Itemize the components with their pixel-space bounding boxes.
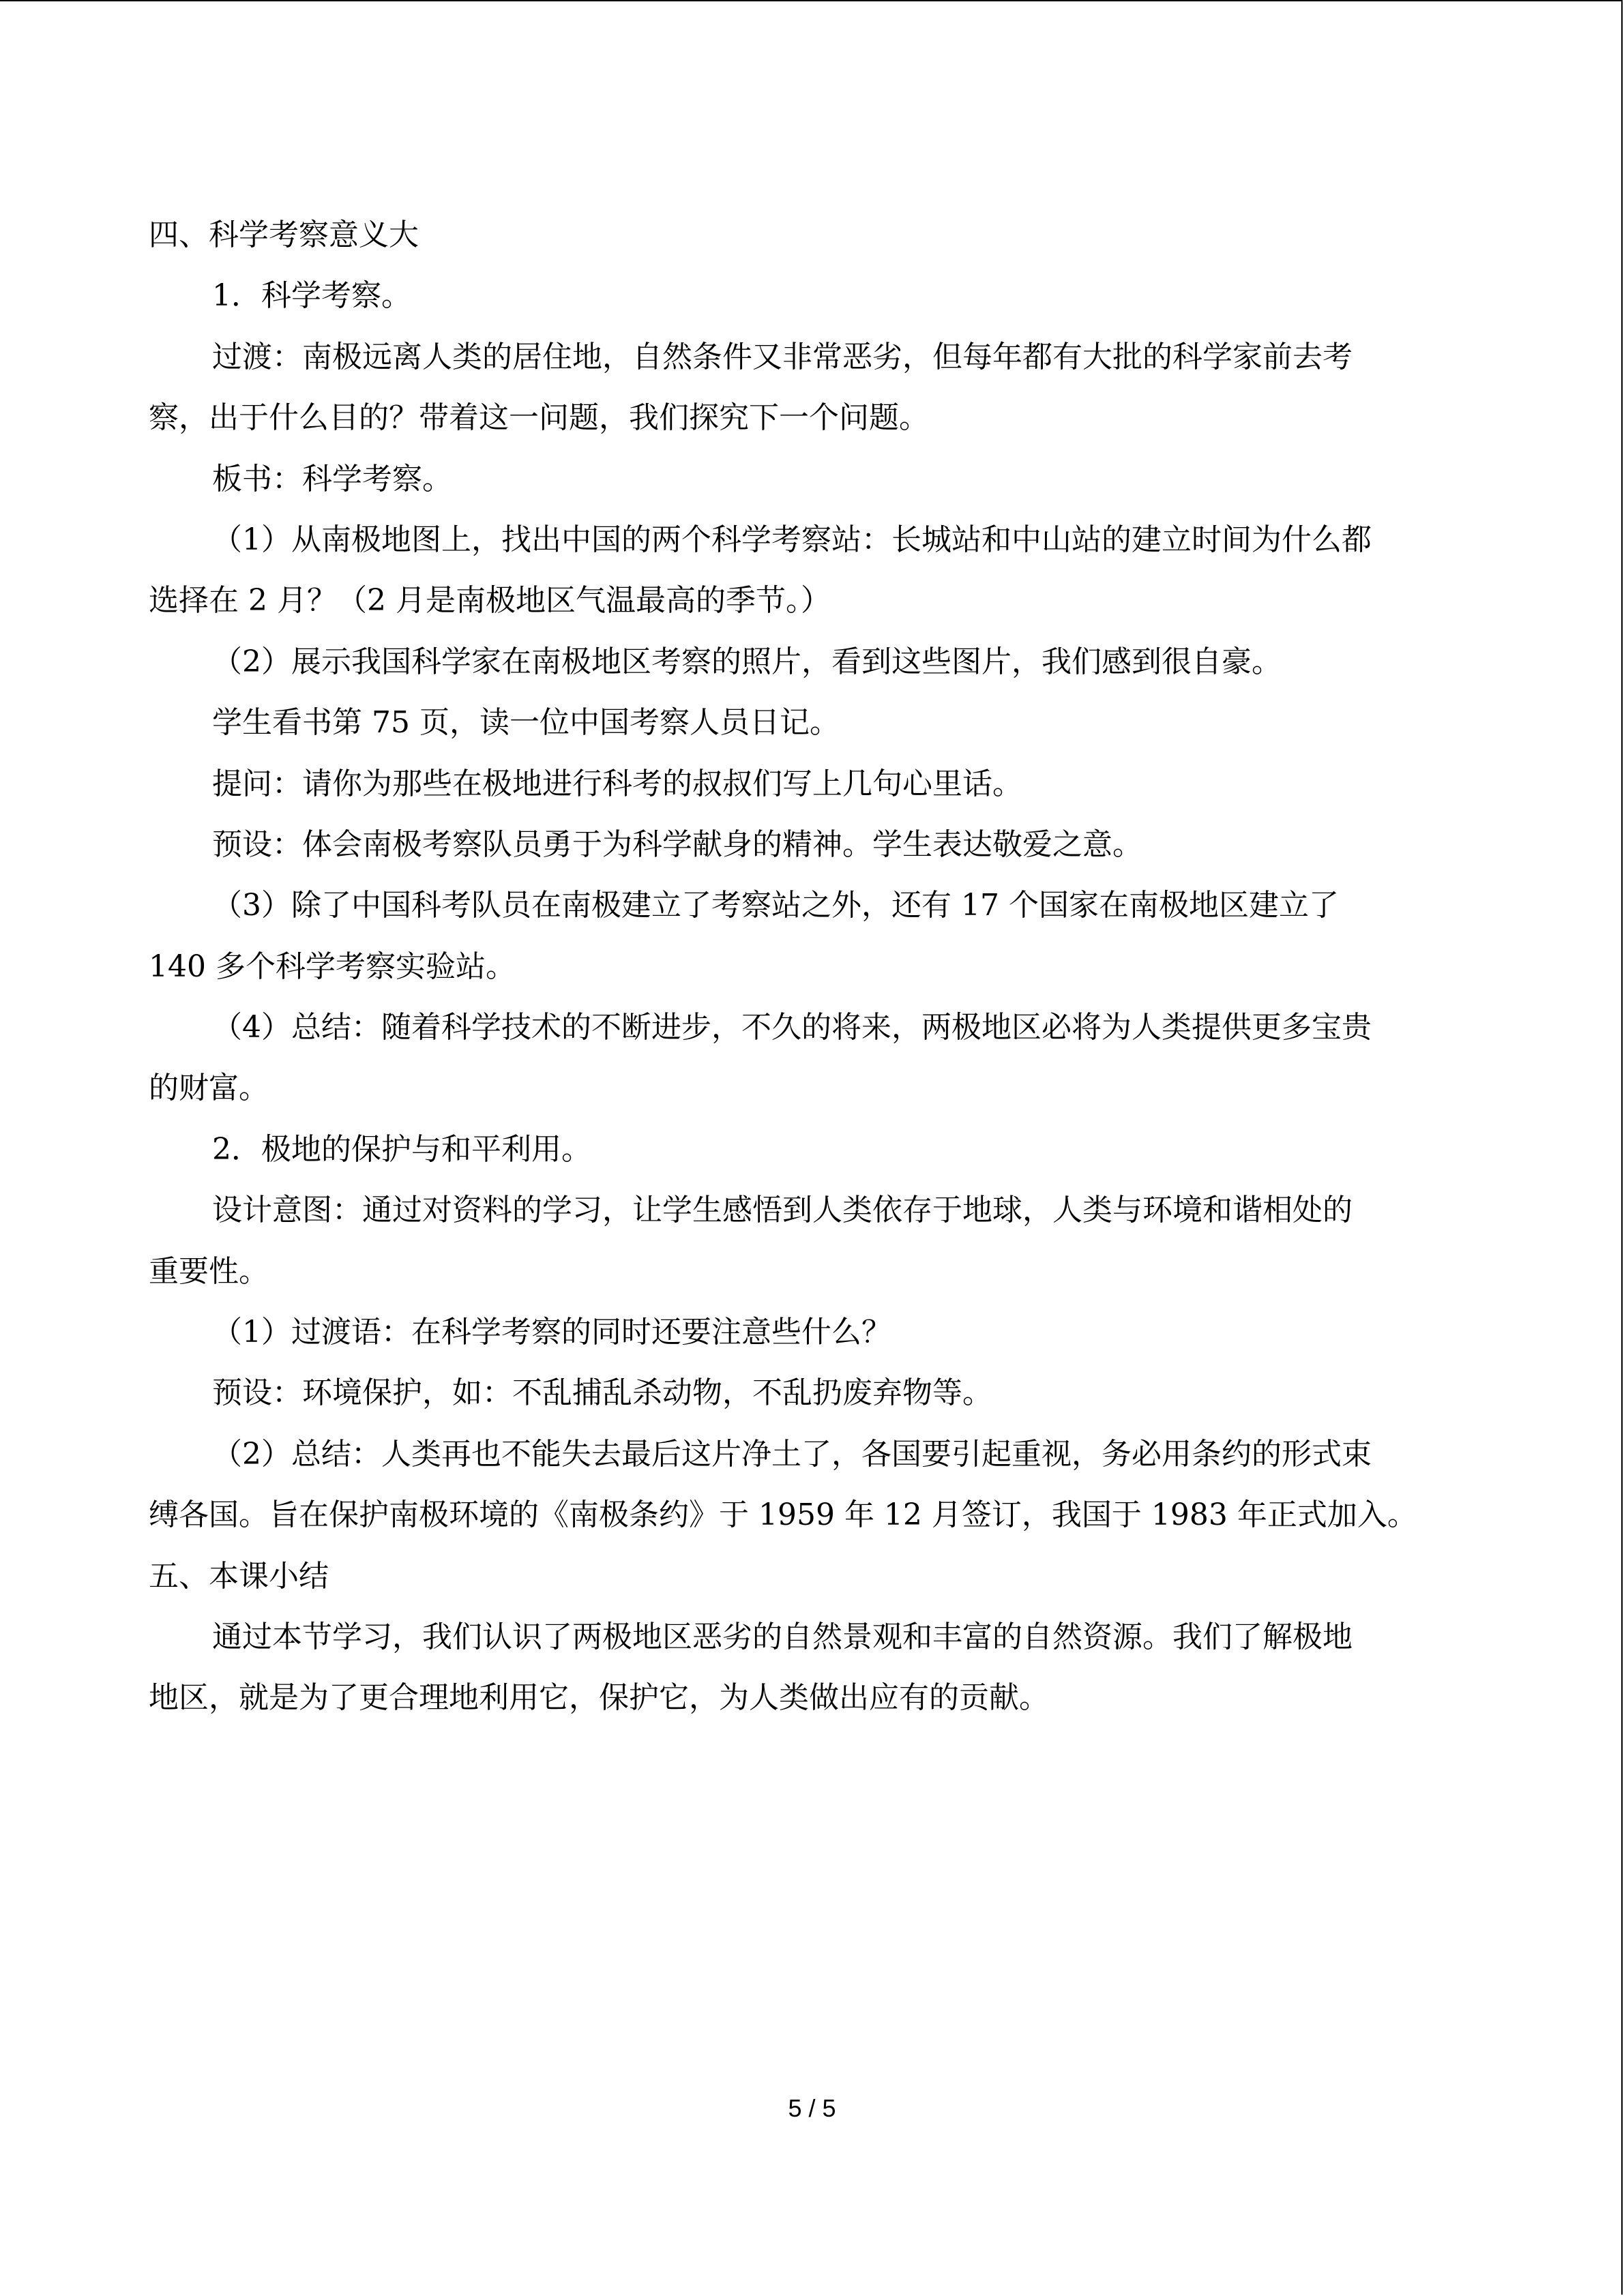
paragraph-line: （4）总结：随着科学技术的不断进步，不久的将来，两极地区必将为人类提供更多宝贵 (212, 1010, 1372, 1045)
paragraph-line: 的财富。 (149, 1071, 269, 1106)
paragraph-line: 学生看书第 75 页，读一位中国考察人员日记。 (212, 705, 840, 741)
paragraph-line: 通过本节学习，我们认识了两极地区恶劣的自然景观和丰富的自然资源。我们了解极地 (212, 1619, 1353, 1654)
section-heading: 四、科学考察意义大 (149, 218, 419, 252)
paragraph-line: 板书：科学考察。 (212, 461, 452, 496)
paragraph-line: （2）总结：人类再也不能失去最后这片净土了，各国要引起重视，务必用条约的形式束 (212, 1436, 1372, 1472)
paragraph-line: 设计意图：通过对资料的学习，让学生感悟到人类依存于地球，人类与环境和谐相处的 (212, 1193, 1353, 1228)
paragraph-line: 过渡：南极远离人类的居住地，自然条件又非常恶劣，但每年都有大批的科学家前去考 (212, 339, 1353, 374)
paragraph-line: （1）从南极地图上，找出中国的两个科学考察站：长城站和中山站的建立时间为什么都 (212, 522, 1372, 557)
paragraph-line: 选择在 2 月？（2 月是南极地区气温最高的季节。） (149, 583, 831, 618)
paragraph-line: （2）展示我国科学家在南极地区考察的照片，看到这些图片，我们感到很自豪。 (212, 644, 1282, 679)
paragraph-line: 预设：体会南极考察队员勇于为科学献身的精神。学生表达敬爱之意。 (212, 826, 1142, 862)
paragraph-line: 察，出于什么目的？带着这一问题，我们探究下一个问题。 (149, 400, 929, 436)
subsection-heading: 1．科学考察。 (212, 278, 411, 314)
subsection-heading: 2．极地的保护与和平利用。 (212, 1131, 591, 1167)
paragraph-line: （1）过渡语：在科学考察的同时还要注意些什么？ (212, 1315, 891, 1350)
paragraph-line: 140 多个科学考察实验站。 (149, 949, 516, 984)
paragraph-line: 缚各国。旨在保护南极环境的《南极条约》于 1959 年 12 月签订，我国于 1983 年正式加入。 (149, 1497, 1417, 1533)
paragraph-line: 重要性。 (149, 1253, 269, 1289)
paragraph-line: 提问：请你为那些在极地进行科考的叔叔们写上几句心里话。 (212, 766, 1022, 801)
paragraph-line: （3）除了中国科考队员在南极建立了考察站之外，还有 17 个国家在南极地区建立了 (212, 888, 1339, 923)
paragraph-line: 地区，就是为了更合理地利用它，保护它，为人类做出应有的贡献。 (149, 1680, 1049, 1716)
section-heading: 五、本课小结 (149, 1558, 329, 1594)
paragraph-line: 预设：环境保护，如：不乱捕乱杀动物，不乱扔废弃物等。 (212, 1375, 992, 1411)
page-number: 5 / 5 (788, 2094, 836, 2122)
document-body (149, 205, 1479, 1729)
